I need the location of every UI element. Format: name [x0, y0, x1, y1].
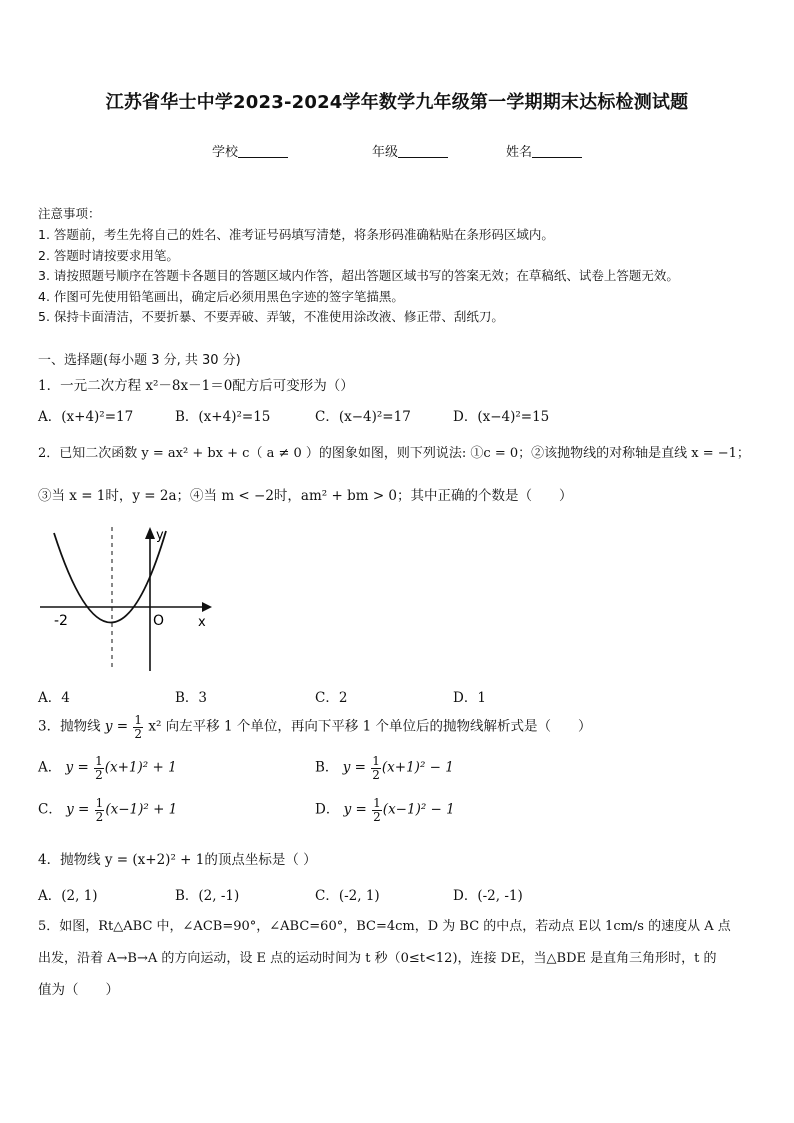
question-5-line1: 5．如图，Rt△ABC 中，∠ACB=90°，∠ABC=60°，BC=4cm，D 为 BC 的中点，若动点 E以 1cm/s 的速度从 A 点: [38, 919, 731, 934]
q3-stem-pre: 3．抛物线: [38, 718, 101, 735]
grade-field: [372, 141, 448, 160]
y-label: y: [156, 528, 164, 543]
grade-blank: [398, 145, 448, 158]
section-heading: 一、选择题(每小题 3 分, 共 30 分): [38, 353, 241, 368]
y-axis-arrow: [145, 527, 155, 539]
question-2-stem-line1: 2．已知二次函数 y = ax² + bx + c（ a ≠ 0 ）的图象如图，则下列说法: ①c = 0；②该抛物线的对称轴是直线 x = −1；: [38, 446, 750, 461]
q2-option-a: A．4: [38, 690, 70, 706]
note-item: 5. 保持卡面清洁，不要折暴、不要弄破、弄皱，不准使用涂改液、修正带、刮纸刀。: [38, 309, 504, 324]
question-5-line3: 值为（ ）: [38, 982, 119, 998]
question-4-stem: 4．抛物线 y = (x+2)² + 1的顶点坐标是（ ）: [38, 852, 317, 868]
q2-option-b: B．3: [175, 690, 208, 706]
note-item: 3. 请按照题号顺序在答题卡各题目的答题区域内作答，超出答题区域书写的答案无效；在草稿纸、试卷上答题无效。: [38, 268, 679, 283]
note-item: 2. 答题时请按要求用笔。: [38, 248, 179, 263]
question-5-line2: 出发，沿着 A→B→A 的方向运动，设 E 点的运动时间为 t 秒（0≤t<12)，连接 DE，当△BDE 是直角三角形时，t 的: [38, 951, 717, 966]
q2-option-c: C．2: [315, 690, 348, 706]
parabola-graph: [40, 523, 220, 673]
q3-option-d: D． y = $\frac{1}{2}$ (x−1)² − 1: [315, 796, 455, 824]
q4-option-a: A．(2, 1): [38, 888, 98, 904]
q1-option-d: D．(x−4)²=15: [453, 409, 550, 425]
q4-option-d: D．(-2, -1): [453, 888, 523, 904]
q1-option-b: B．(x+4)²=15: [175, 409, 271, 425]
page-title: 江苏省华士中学2023-2024学年数学九年级第一学期期末达标检测试题: [105, 92, 689, 113]
school-field: [212, 141, 288, 160]
origin-label: O: [153, 613, 165, 629]
q1-option-a: A．(x+4)²=17: [38, 409, 134, 425]
note-item: 1. 答题前，考生先将自己的姓名、准考证号码填写清楚，将条形码准确粘贴在条形码区域内。: [38, 227, 554, 242]
name-field: [506, 141, 582, 160]
question-3-stem: [38, 714, 592, 740]
q3-fraction: $\frac{1}{2}$: [134, 713, 143, 741]
q3-stem-y: y =: [104, 718, 129, 735]
x-label: x: [198, 615, 206, 630]
q3-option-a: A． y = $\frac{1}{2}$ (x+1)² + 1: [38, 754, 177, 782]
notes-heading: 注意事项：: [38, 206, 101, 221]
x-axis-arrow: [202, 602, 212, 612]
q3-stem-post: x² 向左平移 1 个单位，再向下平移 1 个单位后的抛物线解析式是（ ）: [148, 718, 592, 735]
question-1-stem: 1．一元二次方程 x²－8x－1＝0配方后可变形为（）: [38, 378, 354, 394]
note-item: 4. 作图可先使用铅笔画出，确定后必须用黑色字迹的签字笔描黑。: [38, 289, 404, 304]
q3-option-c: C． y = $\frac{1}{2}$ (x−1)² + 1: [38, 796, 178, 824]
q3-option-b: B． y = $\frac{1}{2}$ (x+1)² − 1: [315, 754, 454, 782]
q4-option-c: C．(-2, 1): [315, 888, 380, 904]
school-blank: [238, 145, 288, 158]
q2-option-d: D．1: [453, 690, 486, 706]
school-label: 学校: [212, 145, 239, 160]
q1-option-c: C．(x−4)²=17: [315, 409, 411, 425]
name-label: 姓名: [506, 145, 533, 160]
name-blank: [532, 145, 582, 158]
q4-option-b: B．(2, -1): [175, 888, 240, 904]
question-2-stem-line2: ③当 x = 1时，y = 2a；④当 m < −2时，am² + bm > 0；其中正确的个数是（ ）: [38, 488, 573, 504]
grade-label: 年级: [372, 145, 399, 160]
neg2-label: -2: [54, 613, 68, 629]
